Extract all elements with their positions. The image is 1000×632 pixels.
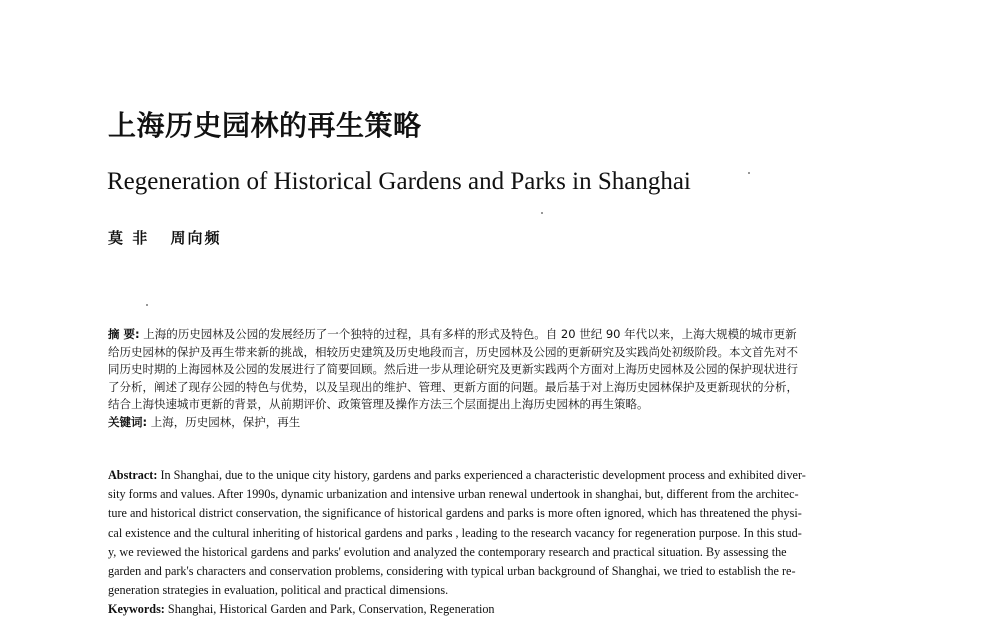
title-chinese: 上海历史园林的再生策略 (108, 109, 422, 142)
abstract-cn-line (108, 326, 892, 344)
author-name: 莫 非 (108, 229, 150, 247)
abstract-cn-line: 结合上海快速城市更新的背景，从前期评价、政策管理及操作方法三个层面提出上海历史园林的再生策略。 (108, 397, 649, 412)
author-name: 周向频 (170, 229, 222, 247)
keywords-en-label: Keywords: (108, 602, 165, 617)
keywords-cn-text: 上海，历史园林，保护，再生 (150, 414, 301, 429)
authors (108, 227, 235, 248)
keywords-cn-label: 关键词: (108, 414, 148, 429)
abstract-en-line: ture and historical district conservation, the significance of historical gardens and parks is more often ignored, which has threatened the physi- (108, 506, 802, 521)
abstract-cn-line: 了分析，阐述了现存公园的特色与优势，以及呈现出的维护、管理、更新方面的问题。最后基于对上海历史园林保护及更新现状的分析， (108, 379, 798, 394)
keywords-english (108, 600, 892, 619)
abstract-en-line: sity forms and values. After 1990s, dynamic urbanization and intensive urban renewal undertook in shanghai, but, different from the architec- (108, 487, 799, 502)
title-english: Regeneration of Historical Gardens and Parks in Shanghai (107, 168, 691, 195)
abstract-english (108, 466, 892, 620)
keywords-en-text: Shanghai, Historical Garden and Park, Conservation, Regeneration (167, 602, 495, 617)
abstract-en-label: Abstract: (108, 468, 158, 482)
abstract-en-line: generation strategies in evaluation, political and practical dimensions. (108, 583, 449, 598)
abstract-en-line: garden and park's characters and conservation problems, considering with typical urban background of Shanghai, we tried to establish the re- (108, 564, 796, 579)
abstract-cn-line: 给历史园林的保护及再生带来新的挑战，相较历史建筑及历史地段而言，历史园林及公园的更新研究及实践尚处初级阶段。本文首先对不 (108, 344, 798, 359)
scan-speck (748, 172, 750, 174)
scan-speck (541, 212, 543, 214)
scan-speck (146, 304, 148, 306)
abstract-cn-label: 摘 要: (108, 327, 140, 341)
keywords-chinese (108, 414, 892, 432)
abstract-en-text: In Shanghai, due to the unique city history, gardens and parks experienced a characteristic development process and exhibited diver- (160, 468, 806, 482)
abstract-en-line (108, 466, 892, 485)
abstract-en-line: cal existence and the cultural inheriting of historical gardens and parks , leading to the research vacancy for regeneration purpose. In this stud- (108, 525, 802, 540)
abstract-chinese (108, 326, 892, 432)
abstract-cn-text: 上海的历史园林及公园的发展经历了一个独特的过程，具有多样的形式及特色。自 20 世纪 90 年代以来，上海大规模的城市更新 (143, 327, 797, 341)
abstract-cn-line: 同历史时期的上海园林及公园的发展进行了简要回顾。然后进一步从理论研究及更新实践两个方面对上海历史园林及公园的保护现状进行 (108, 362, 798, 377)
abstract-en-line: y, we reviewed the historical gardens and parks' evolution and analyzed the contemporary research and practical situation. By assessing the (108, 544, 787, 559)
